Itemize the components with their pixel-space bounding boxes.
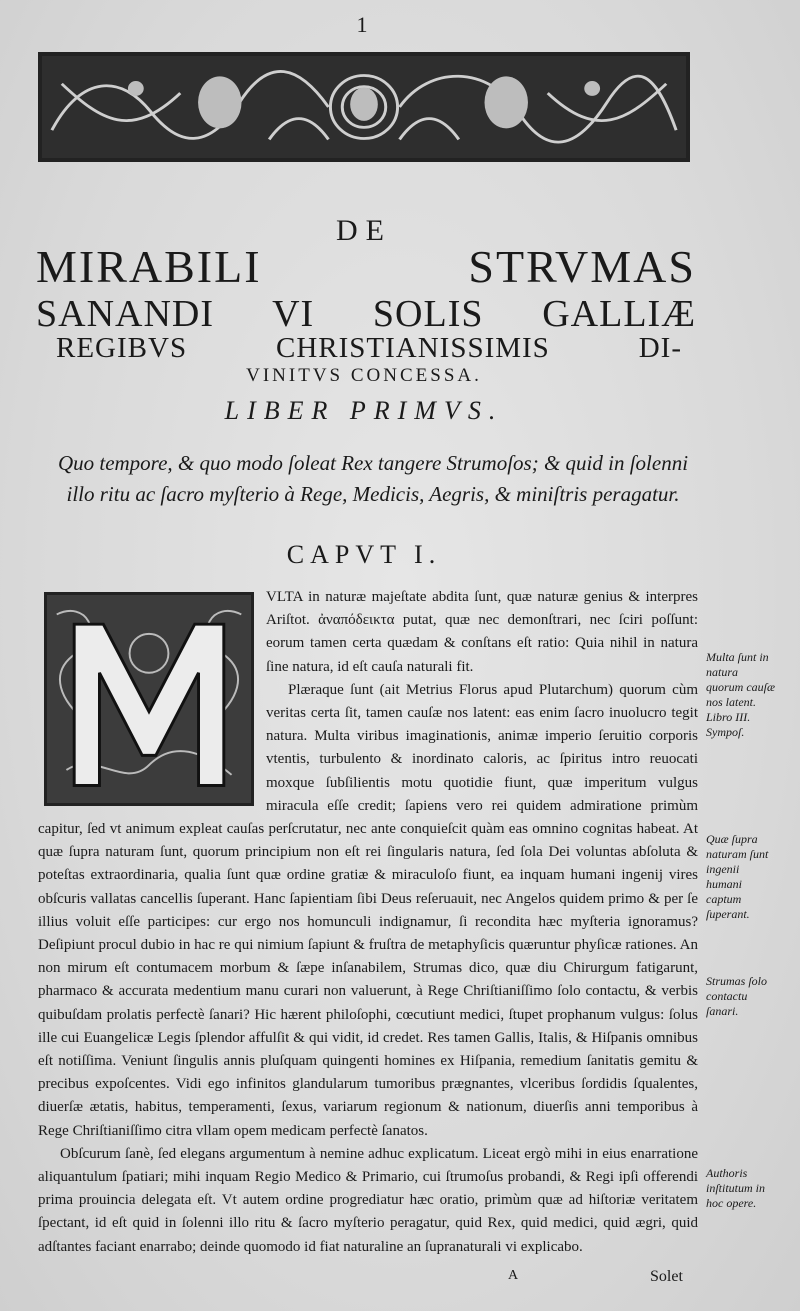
marginal-note-3: Strumas ſolo contactu ſanari.: [706, 974, 768, 1018]
title-line-2: SANANDI VI SOLIS GALLIÆ: [36, 293, 696, 335]
title-line-3: REGIBVS CHRISTIANISSIMIS DI-: [56, 332, 682, 364]
title-de: DE: [336, 214, 392, 247]
decorated-initial-m: [44, 592, 254, 806]
headpiece-ornament-icon: [42, 56, 686, 158]
marginal-note-2: Quæ ſupra naturam ſunt ingenii humani captum ſuperant.: [706, 832, 769, 921]
book-heading: LIBER PRIMVS.: [224, 396, 504, 425]
paragraph-2: Plæraque ſunt (ait Metrius Florus apud Plutarchum) quorum cùm veritas certa ſit, tamen cauſæ nos latent: eas enim ſacro inuolucro tegit natura. Multa viribus imaginationis, animæ imperio ſeruitio corporis vtentis, turbulento & inordinato caloris, ac ſpiritus intro reuocati moxque ſubſilientis motu quotidie fiunt, quæ imperitum vulgus miracula eſſe credit; ſapiens vero rei quidem admiratione primùm capitur, ſed vt animum expleat cauſas perſcrutatur, nec ante conquieſcit quàm eas omnino cognitas habeat. At quæ ſupra naturam ſunt, quorum principium non eſt rei ſingularis natura, ſed ſola Dei voluntas abſoluta & poteſtas extraordinaria, qualia ſunt quæ ordine gratiæ & miraculoſo fiunt, ea inquam humani ingenij vires obſcuris vallatas cancellis ſuperant. Hanc ſapientiam ſibi Deus reſeruauit, nec Angelos quidem primo & per ſe illius voluit eſſe participes: cur ergo nos homunculi indignamur, ſi recondita hæc myſteria ignoramus? Deſipiunt procul dubio in hac re qui nimium ſapiunt & fruſtra de metaphyſicis quæruntur phyſicæ rationes. An non mirum eſt contumacem morbum & ſæpe inſanabilem, Strumas dico, quæ diu Chirurgum fatigarunt, pharmaco & accurata medentium manu curari non valuerunt, à Rege Chriſtianiſſimo ſolo contactu, & verbis quibuſdam prolatis perfectè ſanari? Hic hærent philoſophi, cœcutiunt medici, ſtupet prophanum vulgus: ſolus ille cui Euangelicæ Legis ſplendor affulſit & qui vidit, id credet. Res tamen Gallis, Italis, & Hiſpanis omnibus eſt notiſſima. Veniunt ſingulis annis pluſquam quingenti homines ex Hiſpania, remedium ſanitatis gemitu & precibus expoſcentes. Vidi ego infinitos glandularum tumoribus prægnantes, vlceribus ſordidis ſqualentes, diuerſæ ætatis, habitus, temperamenti, ſexus, variarum regionum & nationum, diuerſis anni temporibus à Rege Chriſtianiſſimo citra vllam opem medicam perfectè ſanatos.: [38, 681, 698, 1139]
signature-mark: A: [508, 1268, 519, 1283]
chapter-argument: Quo tempore, & quo modo ſoleat Rex tangere Strumoſos; & quid in ſolenni illo ritu ac ſacro myſterio à Rege, Medicis, Aegris, & miniſtris peragatur.: [57, 451, 689, 506]
marginal-note-4: Authoris inſtitutum in hoc opere.: [706, 1166, 766, 1210]
marginal-note-1: Multa ſunt in natura quorum cauſæ nos latent. Libro III. Sympoſ.: [706, 650, 775, 739]
title-line-4: VINITVS CONCESSA.: [246, 365, 482, 386]
paragraph-1: VLTA in naturæ majeſtate abdita ſunt, quæ naturæ genius & interpres Ariſtot. ἀναπόδεικτα putat, quæ nec demonſtrari, nec ſciri poſſunt: eorum tamen certa quædam & conſtans eſt ratio: Quia nihil in natura ſine natura, id eſt cauſa naturali fit.: [266, 589, 698, 675]
page-number: 1: [356, 12, 368, 37]
catchword: Solet: [650, 1268, 683, 1285]
initial-m-icon: [47, 595, 251, 803]
ornamental-headpiece: [38, 52, 690, 162]
title-line-1: MIRABILI STRVMAS: [36, 241, 696, 292]
chapter-heading: CAPVT I.: [286, 540, 442, 569]
paragraph-3: Obſcurum ſanè, ſed elegans argumentum à nemine adhuc explicatum. Liceat ergò mihi in eius enarratione aliquantulum ſpatiari; mihi inquam Regio Medico & Primario, cui ſtrumoſus probandi, & Regi ipſi offerendi prima prouincia delegata eſt. Vt autem ordine progrediatur hæc oratio, primùm quæ ad hiſtoriæ veritatem ſpectant, id eſt quid in ſolenni illo ritu & ſacro myſterio peragatur, quid Rex, quid medici, quid ægri, quid adſtantes faciant enarrabo; deinde quomodo id fiat naturaline an ſupranaturali vi explicabo.: [38, 1145, 698, 1255]
